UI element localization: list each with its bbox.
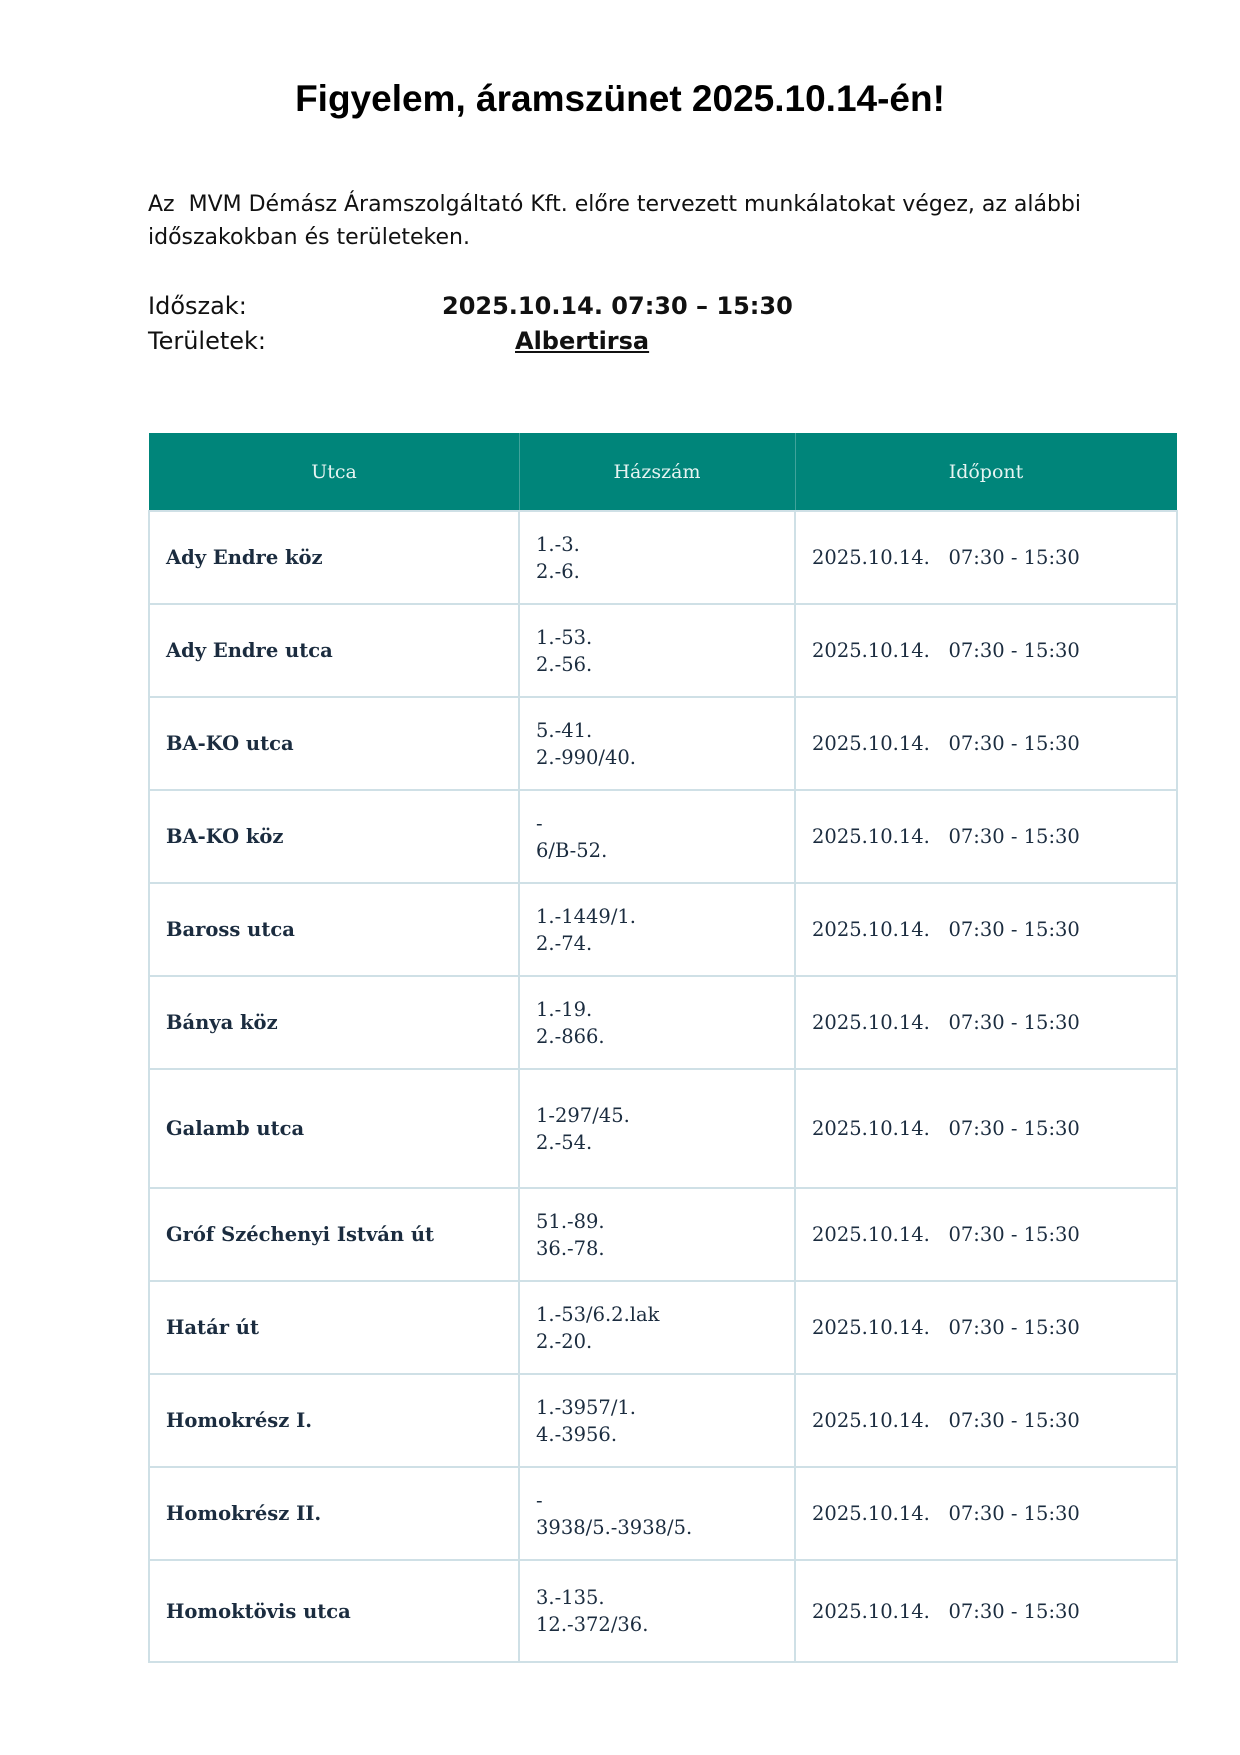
time-cell: 2025.10.14. 07:30 - 15:30: [795, 1188, 1177, 1281]
house-number-range: 2.-990/40.: [536, 745, 636, 769]
street-cell: Homokrész I.: [149, 1374, 519, 1467]
house-number-cell: [519, 1467, 795, 1560]
header-time: Időpont: [795, 433, 1177, 511]
house-number-range: 1.-3957/1.: [536, 1395, 636, 1419]
house-number-cell: [519, 511, 795, 604]
period-value: 2025.10.14. 07:30 – 15:30: [442, 292, 793, 320]
areas-label: Területek:: [148, 327, 267, 355]
time-cell: 2025.10.14. 07:30 - 15:30: [795, 604, 1177, 697]
intro-paragraph: [148, 188, 1108, 254]
house-number-range: 51.-89.: [536, 1209, 605, 1233]
table-row: [149, 1069, 1177, 1188]
house-number-range: 3.-135.: [536, 1586, 605, 1609]
time-cell: 2025.10.14. 07:30 - 15:30: [795, 1560, 1177, 1662]
table-row: [149, 604, 1177, 697]
house-number-range: 12.-372/36.: [536, 1613, 649, 1636]
time-cell: 2025.10.14. 07:30 - 15:30: [795, 1069, 1177, 1188]
period-label: Időszak:: [148, 292, 247, 320]
street-cell: Ady Endre utca: [149, 604, 519, 697]
outage-table: [148, 433, 1178, 1663]
house-number-cell: [519, 976, 795, 1069]
table-row: [149, 883, 1177, 976]
street-cell: Homokrész II.: [149, 1467, 519, 1560]
house-number-range: 6/B-52.: [536, 838, 608, 862]
house-number-range: 1.-3.: [536, 532, 580, 556]
street-cell: Gróf Széchenyi István út: [149, 1188, 519, 1281]
time-cell: 2025.10.14. 07:30 - 15:30: [795, 976, 1177, 1069]
table-row: [149, 1188, 1177, 1281]
intro-line-2: időszakokban és területeken.: [148, 225, 470, 250]
house-number-range: 1.-53.: [536, 625, 593, 649]
table-row: [149, 1374, 1177, 1467]
table-row: [149, 1560, 1177, 1662]
street-cell: Baross utca: [149, 883, 519, 976]
house-number-cell: [519, 790, 795, 883]
house-number-range: 2.-20.: [536, 1329, 593, 1353]
house-number-range: 3938/5.-3938/5.: [536, 1515, 693, 1539]
house-number-range: 4.-3956.: [536, 1422, 618, 1446]
house-number-range: 2.-6.: [536, 559, 580, 583]
table-header-row: [149, 433, 1177, 511]
time-cell: 2025.10.14. 07:30 - 15:30: [795, 883, 1177, 976]
house-number-range: 36.-78.: [536, 1236, 605, 1260]
house-number-cell: [519, 1281, 795, 1374]
table-row: [149, 976, 1177, 1069]
house-number-cell: [519, 1374, 795, 1467]
header-street: Utca: [149, 433, 519, 511]
areas-value: Albertirsa: [515, 327, 650, 355]
house-number-range: -: [536, 1488, 543, 1512]
table-row: [149, 697, 1177, 790]
header-house-number: Házszám: [519, 433, 795, 511]
house-number-range: 2.-866.: [536, 1024, 605, 1048]
time-cell: 2025.10.14. 07:30 - 15:30: [795, 697, 1177, 790]
street-cell: BA-KO köz: [149, 790, 519, 883]
time-cell: 2025.10.14. 07:30 - 15:30: [795, 1374, 1177, 1467]
house-number-cell: [519, 883, 795, 976]
house-number-range: 2.-54.: [536, 1130, 593, 1154]
street-cell: Határ út: [149, 1281, 519, 1374]
time-cell: 2025.10.14. 07:30 - 15:30: [795, 1467, 1177, 1560]
table-row: [149, 790, 1177, 883]
time-cell: 2025.10.14. 07:30 - 15:30: [795, 511, 1177, 604]
time-cell: 2025.10.14. 07:30 - 15:30: [795, 1281, 1177, 1374]
house-number-cell: [519, 1560, 795, 1662]
house-number-range: 2.-74.: [536, 931, 593, 955]
street-cell: Homoktövis utca: [149, 1560, 519, 1662]
table-row: [149, 1467, 1177, 1560]
house-number-range: 1.-19.: [536, 997, 593, 1021]
street-cell: Bánya köz: [149, 976, 519, 1069]
table-row: [149, 1281, 1177, 1374]
house-number-range: 1-297/45.: [536, 1103, 630, 1127]
house-number-cell: [519, 1069, 795, 1188]
intro-line-1: Az MVM Démász Áramszolgáltató Kft. előre tervezett munkálatokat végez, az alábbi: [148, 192, 1082, 217]
house-number-cell: [519, 697, 795, 790]
house-number-range: -: [536, 811, 543, 835]
house-number-cell: [519, 1188, 795, 1281]
table-row: [149, 511, 1177, 604]
street-cell: BA-KO utca: [149, 697, 519, 790]
house-number-cell: [519, 604, 795, 697]
street-cell: Ady Endre köz: [149, 511, 519, 604]
house-number-range: 1.-1449/1.: [536, 904, 636, 928]
street-cell: Galamb utca: [149, 1069, 519, 1188]
table-body: [149, 511, 1177, 1662]
page-title: Figyelem, áramszünet 2025.10.14-én!: [295, 78, 945, 119]
house-number-range: 2.-56.: [536, 652, 593, 676]
house-number-range: 5.-41.: [536, 718, 593, 742]
house-number-range: 1.-53/6.2.lak: [536, 1302, 660, 1326]
time-cell: 2025.10.14. 07:30 - 15:30: [795, 790, 1177, 883]
